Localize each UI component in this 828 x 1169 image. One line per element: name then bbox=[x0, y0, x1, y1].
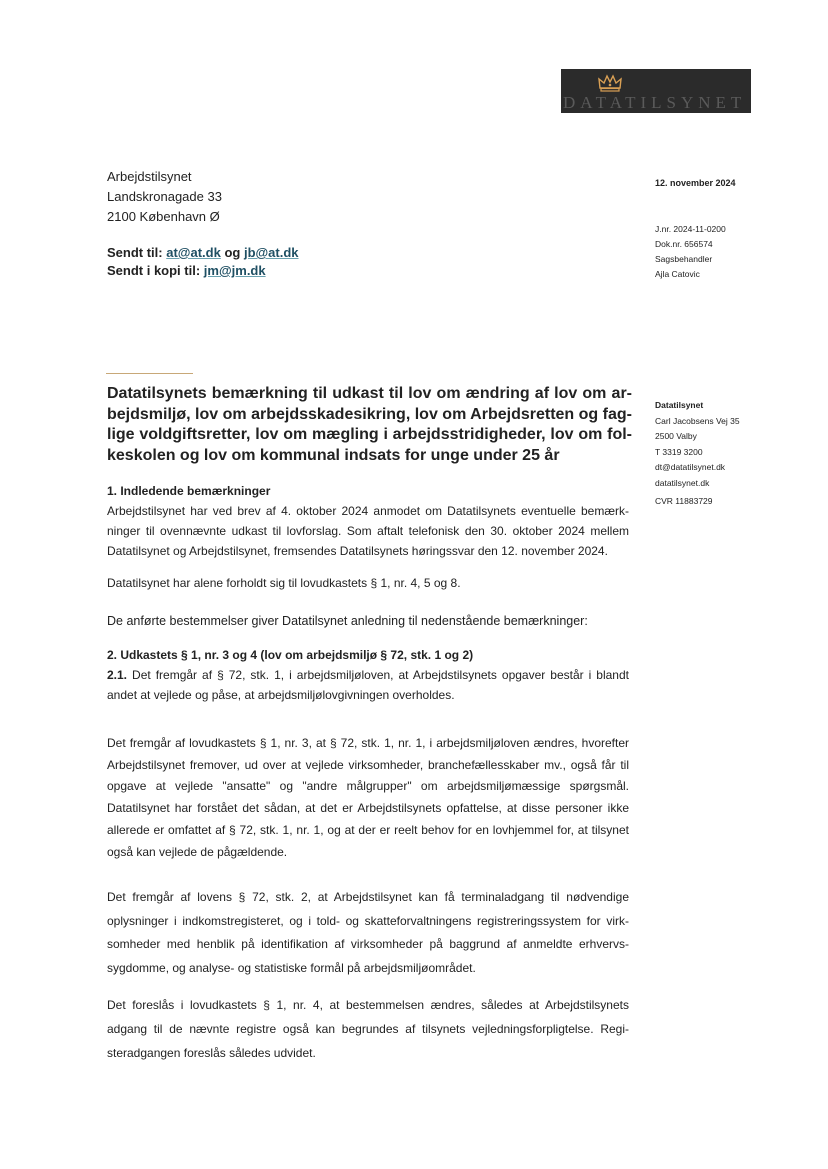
section-1-paragraph-3: De anførte bestemmelser giver Datatilsynet anledning til nedenstående bemærkninger: bbox=[107, 614, 588, 628]
subsection-number: 2.1. bbox=[107, 668, 128, 682]
section-2-heading: 2. Udkastets § 1, nr. 3 og 4 (lov om arbejdsmiljø § 72, stk. 1 og 2) bbox=[107, 648, 474, 662]
case-meta bbox=[655, 222, 726, 282]
section-2 bbox=[107, 645, 629, 705]
sender-address: Carl Jacobsens Vej 35 bbox=[655, 415, 740, 426]
sent-cc-email[interactable]: jm@jm.dk bbox=[203, 263, 266, 278]
section-2-paragraph-1 bbox=[107, 665, 629, 705]
sender-web[interactable]: datatilsynet.dk bbox=[655, 477, 710, 488]
handler-name: Ajla Catovic bbox=[655, 269, 700, 279]
datatilsynet-logo bbox=[561, 69, 751, 113]
recipient-name: Arbejdstilsynet bbox=[107, 169, 192, 184]
letter-date: 12. november 2024 bbox=[655, 178, 736, 188]
section-2-paragraph-3: Det fremgår af lovens § 72, stk. 2, at Arbejdstilsynet kan få terminaladgang til nødvendige oplysninger i indkomstregisteret, og i told- og skatteforvaltningens registreringssystem for virksomheder med henblik på identifikation af virksomheder på baggrund af anmeldte erhvervssygdomme, og analyse- og statistiske formål på arbejdsmiljøområdet. bbox=[107, 890, 629, 975]
section-1-heading: 1. Indledende bemærkninger bbox=[107, 484, 271, 498]
sender-name: Datatilsynet bbox=[655, 400, 704, 410]
sent-to-email-2[interactable]: jb@at.dk bbox=[243, 245, 299, 260]
sent-cc-label: Sendt i kopi til: bbox=[107, 263, 201, 278]
sent-to-email-1[interactable]: at@at.dk bbox=[166, 245, 221, 260]
sent-and: og bbox=[224, 245, 241, 260]
subsection-text: Det fremgår af § 72, stk. 1, i arbejdsmiljøloven, at Arbejdstilsynets opgaver består i blandt andet at vejlede og påse, at arbejdsmiljølovgivningen overholdes. bbox=[107, 668, 629, 702]
journal-number: J.nr. 2024-11-0200 bbox=[655, 224, 726, 234]
document-title: Datatilsynets bemærkning til udkast til lov om ændring af lov om arbejdsmiljø, lov om arbejdsskadesikring, lov om Arbejdsretten og faglige voldgiftsretter, lov om mægling i arbejdsstridigheder, lov om folkeskolen og lov om kommunal indsats for unge under 25 år bbox=[107, 385, 632, 464]
section-2-paragraph-4: Det foreslås i lovudkastets § 1, nr. 4, at bestemmelsen ændres, således at Arbejdstilsynets adgang til de nævnte registre også kan begrundes af tilsynets vejledningsforpligtelse. Registeradgangen foreslås således udvidet. bbox=[107, 998, 629, 1060]
sent-block bbox=[107, 244, 299, 280]
handler-label: Sagsbehandler bbox=[655, 254, 713, 264]
section-2-paragraph-2: Det fremgår af lovudkastets § 1, nr. 3, at § 72, stk. 1, nr. 1, i arbejdsmiljøloven ændres, hvorefter Arbejdstilsynet fremover, ud over at vejlede virksomheder, branchefællesskaber mv., også får til opgave at vejlede "ansatte" og "andre målgrupper" om arbejdsmiljømæssige spørgsmål. Datatilsynet har forstået det sådan, at det er Arbejdstilsynets opfattelse, at disse personer ikke allerede er omfattet af § 72, stk. 1, nr. 1, og at der er reelt behov for en lovhjemmel for, at tilsynet også kan vejlede de pågældende. bbox=[107, 736, 629, 859]
section-1 bbox=[107, 481, 629, 561]
sender-phone: T 3319 3200 bbox=[655, 446, 703, 457]
sender-city: 2500 Valby bbox=[655, 431, 697, 441]
sender-info bbox=[655, 398, 740, 491]
logo-wordmark: DATATILSYNET bbox=[563, 93, 747, 112]
crown-icon bbox=[597, 73, 623, 93]
sender-email[interactable]: dt@datatilsynet.dk bbox=[655, 462, 726, 472]
recipient-street: Landskronagade 33 bbox=[107, 189, 222, 204]
section-1-paragraph-2: Datatilsynet har alene forholdt sig til lovudkastets § 1, nr. 4, 5 og 8. bbox=[107, 576, 461, 590]
cvr-number: CVR 11883729 bbox=[655, 496, 713, 506]
sent-to-label: Sendt til: bbox=[107, 245, 163, 260]
recipient-address bbox=[107, 167, 222, 227]
recipient-city: 2100 København Ø bbox=[107, 209, 220, 224]
sent-to-line bbox=[107, 244, 299, 262]
sent-cc-line bbox=[107, 262, 299, 280]
section-1-paragraph-1: Arbejdstilsynet har ved brev af 4. oktober 2024 anmodet om Datatilsynets eventuelle bemærkninger til ovennævnte udkast til lovforslag. Som aftalt telefonisk den 30. oktober 2024 mellem Datatilsynet og Arbejdstilsynet, fremsendes Datatilsynets høringssvar den 12. november 2024. bbox=[107, 504, 629, 558]
document-number: Dok.nr. 656574 bbox=[655, 239, 713, 249]
divider bbox=[106, 373, 193, 374]
